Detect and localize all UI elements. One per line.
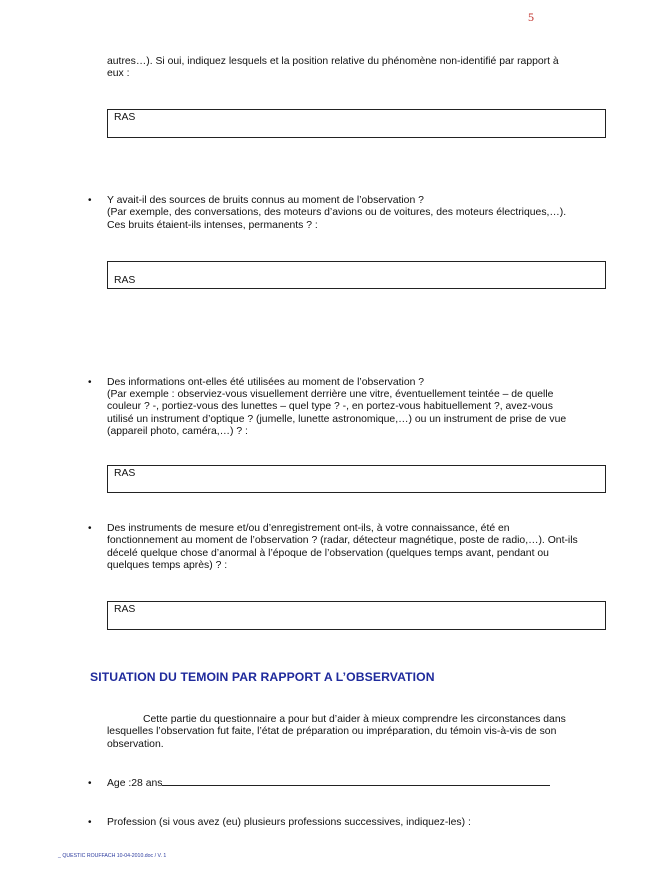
bullet-icon: • xyxy=(88,817,92,828)
question-instruments-line-3: décelé quelque chose d’anormal à l’époque de l’observation (quelques temps avant, pendant ou xyxy=(107,548,549,559)
bullet-icon: • xyxy=(88,523,92,534)
question-instruments-line-1: Des instruments de mesure et/ou d’enregistrement ont-ils, à votre connaissance, été en xyxy=(107,523,510,534)
age-underline[interactable] xyxy=(162,785,550,786)
intro-continuation-line-2: eux : xyxy=(107,68,130,79)
bullet-icon: • xyxy=(88,377,92,388)
age-label: Age :28 ans xyxy=(107,778,163,789)
intro-continuation-line-1: autres…). Si oui, indiquez lesquels et la position relative du phénomène non-identifié par rapport à xyxy=(107,56,559,67)
page-number: 5 xyxy=(528,10,534,24)
bullet-icon: • xyxy=(88,778,92,789)
answer-value: RAS xyxy=(114,468,136,479)
question-noise-line-1: Y avait-il des sources de bruits connus au moment de l’observation ? xyxy=(107,195,424,206)
question-noise-line-3: Ces bruits étaient-ils intenses, permanents ? : xyxy=(107,220,318,231)
question-noise-line-2: (Par exemple, des conversations, des moteurs d’avions ou de voitures, des moteurs électriques,…). xyxy=(107,207,567,218)
answer-box-optics[interactable] xyxy=(107,465,606,493)
question-optics-line-2: (Par exemple : observiez-vous visuellement derrière une vitre, éventuellement teintée – de quelle xyxy=(107,389,554,400)
answer-box-instruments[interactable] xyxy=(107,601,606,630)
answer-value: RAS xyxy=(114,112,136,123)
section-intro-line-1: Cette partie du questionnaire a pour but d’aider à mieux comprendre les circonstances dans xyxy=(143,714,566,725)
answer-box-1[interactable] xyxy=(107,109,606,138)
question-optics-line-3: couleur ? -, portiez-vous des lunettes – quel type ? -, en portez-vous habituellement ?, avez-vous xyxy=(107,401,553,412)
answer-value: RAS xyxy=(114,604,136,615)
question-optics-line-4: utilisé un instrument d’optique ? (jumelle, lunette astronomique,…) ou un instrument de prise de vue xyxy=(107,414,567,425)
section-intro-line-3: observation. xyxy=(107,739,164,750)
answer-value: RAS xyxy=(114,275,136,286)
section-intro-line-2: lesquelles l’observation fut faite, l’état de préparation ou impréparation, du témoin vis-à-vis de son xyxy=(107,726,557,737)
bullet-icon: • xyxy=(88,195,92,206)
question-optics-line-5: (appareil photo, caméra,…) ? : xyxy=(107,426,248,437)
answer-box-noise[interactable] xyxy=(107,261,606,289)
question-instruments-line-4: quelques temps après) ? : xyxy=(107,560,228,571)
question-optics-line-1: Des informations ont-elles été utilisées au moment de l’observation ? xyxy=(107,377,425,388)
question-instruments-line-2: fonctionnement au moment de l’observation ? (radar, détecteur magnétique, poste de radio,…). Ont-ils xyxy=(107,535,578,546)
profession-label: Profession (si vous avez (eu) plusieurs professions successives, indiquez-les) : xyxy=(107,817,471,828)
section-heading: SITUATION DU TEMOIN PAR RAPPORT A L’OBSERVATION xyxy=(90,670,435,684)
document-footer: _ QUESTIC ROUFFACH 10-04-2010.doc / V. 1 xyxy=(58,853,167,859)
